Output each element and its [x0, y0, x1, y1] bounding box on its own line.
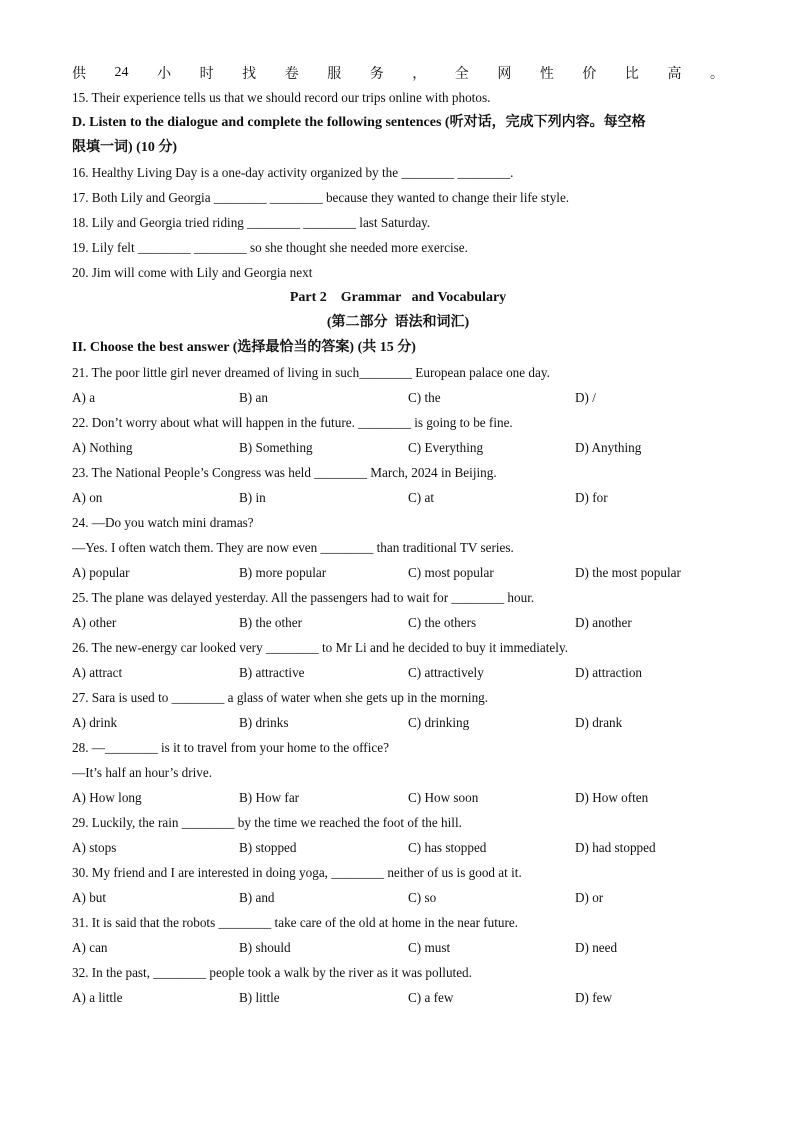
- question-25-stem: 25. The plane was delayed yesterday. All the passengers had to wait for ________ hour.: [72, 590, 535, 605]
- question-26-stem: 26. The new-energy car looked very ________ to Mr Li and he decided to buy it immediately.: [72, 640, 568, 655]
- question-30-options: [72, 885, 724, 910]
- answer-option: A) stops: [72, 840, 117, 855]
- answer-option: D) How often: [575, 790, 649, 805]
- answer-option: B) should: [239, 940, 291, 955]
- answer-option: D) few: [575, 990, 612, 1005]
- section-ii-heading: II. Choose the best answer (选择最恰当的答案) (共 15 分): [72, 340, 416, 355]
- banner-char: 性: [539, 66, 554, 82]
- question-32-options: [72, 985, 724, 1010]
- banner-char: 务: [369, 66, 384, 82]
- answer-option: B) and: [239, 890, 275, 905]
- answer-option: C) drinking: [408, 715, 470, 730]
- answer-option: D) need: [575, 940, 618, 955]
- answer-option: B) How far: [239, 790, 300, 805]
- answer-option: C) has stopped: [408, 840, 487, 855]
- question-23-options: [72, 485, 724, 510]
- answer-option: C) so: [408, 890, 437, 905]
- question-22-stem: 22. Don’t worry about what will happen in the future. ________ is going to be fine.: [72, 415, 513, 430]
- answer-option: A) a: [72, 390, 96, 405]
- answer-option: D) /: [575, 390, 596, 405]
- answer-option: C) the: [408, 390, 441, 405]
- banner-char: 高: [667, 66, 682, 82]
- answer-option: B) drinks: [239, 715, 289, 730]
- question-32-stem: 32. In the past, ________ people took a walk by the river as it was polluted.: [72, 965, 472, 980]
- banner-char: 服: [327, 66, 342, 82]
- question-16: 16. Healthy Living Day is a one-day activity organized by the ________ ________.: [72, 165, 514, 180]
- section-d-heading: [72, 110, 724, 160]
- banner-char: 卷: [284, 66, 299, 82]
- exam-page: [72, 60, 724, 1010]
- answer-option: A) but: [72, 890, 107, 905]
- answer-option: C) at: [408, 490, 435, 505]
- banner-char: 供: [72, 66, 86, 82]
- answer-option: A) other: [72, 615, 117, 630]
- question-24-stem: —Yes. I often watch them. They are now even ________ than traditional TV series.: [72, 540, 514, 555]
- question-27-options: [72, 710, 724, 735]
- answer-option: B) little: [239, 990, 280, 1005]
- answer-option: B) in: [239, 490, 266, 505]
- banner-char: 小: [157, 66, 172, 82]
- answer-option: A) on: [72, 490, 103, 505]
- question-26-options: [72, 660, 724, 685]
- answer-option: C) must: [408, 940, 451, 955]
- question-31-stem: 31. It is said that the robots ________ take care of the old at home in the near future.: [72, 915, 519, 930]
- question-22-options: [72, 435, 724, 460]
- question-19: 19. Lily felt ________ ________ so she thought she needed more exercise.: [72, 240, 468, 255]
- banner-char: ，: [412, 66, 427, 82]
- answer-option: B) attractive: [239, 665, 305, 680]
- answer-option: A) drink: [72, 715, 118, 730]
- part2-title: Part 2 Grammar and Vocabulary: [289, 290, 507, 305]
- question-18: 18. Lily and Georgia tried riding ________ ________ last Saturday.: [72, 215, 431, 230]
- answer-option: D) the most popular: [575, 565, 681, 580]
- answer-option: D) drank: [575, 715, 623, 730]
- question-28-stem: 28. —________ is it to travel from your home to the office?: [72, 740, 389, 755]
- answer-option: C) the others: [408, 615, 477, 630]
- answer-option: D) had stopped: [575, 840, 656, 855]
- answer-option: D) Anything: [575, 440, 642, 455]
- answer-option: A) popular: [72, 565, 130, 580]
- question-29-stem: 29. Luckily, the rain ________ by the time we reached the foot of the hill.: [72, 815, 462, 830]
- answer-option: A) attract: [72, 665, 123, 680]
- answer-option: B) Something: [239, 440, 313, 455]
- answer-option: D) or: [575, 890, 604, 905]
- banner-char: 全: [454, 66, 469, 82]
- answer-option: C) How soon: [408, 790, 479, 805]
- question-21-options: [72, 385, 724, 410]
- answer-option: C) Everything: [408, 440, 484, 455]
- question-20: 20. Jim will come with Lily and Georgia next: [72, 265, 313, 280]
- answer-option: D) for: [575, 490, 608, 505]
- banner-char: 时: [199, 66, 214, 82]
- answer-option: A) How long: [72, 790, 142, 805]
- question-25-options: [72, 610, 724, 635]
- question-31-options: [72, 935, 724, 960]
- banner-char: 网: [497, 66, 512, 82]
- answer-option: B) stopped: [239, 840, 297, 855]
- banner-char: 价: [582, 66, 597, 82]
- part2-subtitle: (第二部分 语法和词汇): [326, 315, 470, 330]
- banner-char: 找: [242, 66, 257, 82]
- question-23-stem: 23. The National People’s Congress was held ________ March, 2024 in Beijing.: [72, 465, 497, 480]
- answer-option: C) most popular: [408, 565, 494, 580]
- question-17: 17. Both Lily and Georgia ________ ________ because they wanted to change their life style.: [72, 190, 570, 205]
- answer-option: A) Nothing: [72, 440, 133, 455]
- answer-option: D) another: [575, 615, 632, 630]
- answer-option: D) attraction: [575, 665, 643, 680]
- question-15: 15. Their experience tells us that we should record our trips online with photos.: [72, 90, 491, 105]
- answer-option: B) an: [239, 390, 268, 405]
- answer-option: A) a little: [72, 990, 123, 1005]
- question-30-stem: 30. My friend and I are interested in doing yoga, ________ neither of us is good at it.: [72, 865, 522, 880]
- service-banner: [72, 60, 724, 85]
- question-28-stem: —It’s half an hour’s drive.: [72, 765, 213, 780]
- question-27-stem: 27. Sara is used to ________ a glass of water when she gets up in the morning.: [72, 690, 489, 705]
- question-21-stem: 21. The poor little girl never dreamed of living in such________ European palace one day.: [72, 365, 550, 380]
- banner-char: 24: [114, 64, 129, 80]
- question-24-options: [72, 560, 724, 585]
- section-d-heading-line2: 限填一词) (10 分): [72, 140, 177, 155]
- question-29-options: [72, 835, 724, 860]
- question-list: [72, 360, 724, 1010]
- question-28-options: [72, 785, 724, 810]
- answer-option: C) attractively: [408, 665, 484, 680]
- answer-option: B) more popular: [239, 565, 327, 580]
- section-d-heading-line1: D. Listen to the dialogue and complete the following sentences (听对话，完成下列内容。每空格: [72, 115, 646, 130]
- banner-char: 。: [709, 66, 724, 82]
- banner-char: 比: [624, 66, 639, 82]
- answer-option: C) a few: [408, 990, 454, 1005]
- answer-option: A) can: [72, 940, 108, 955]
- answer-option: B) the other: [239, 615, 302, 630]
- question-24-stem: 24. —Do you watch mini dramas?: [72, 515, 254, 530]
